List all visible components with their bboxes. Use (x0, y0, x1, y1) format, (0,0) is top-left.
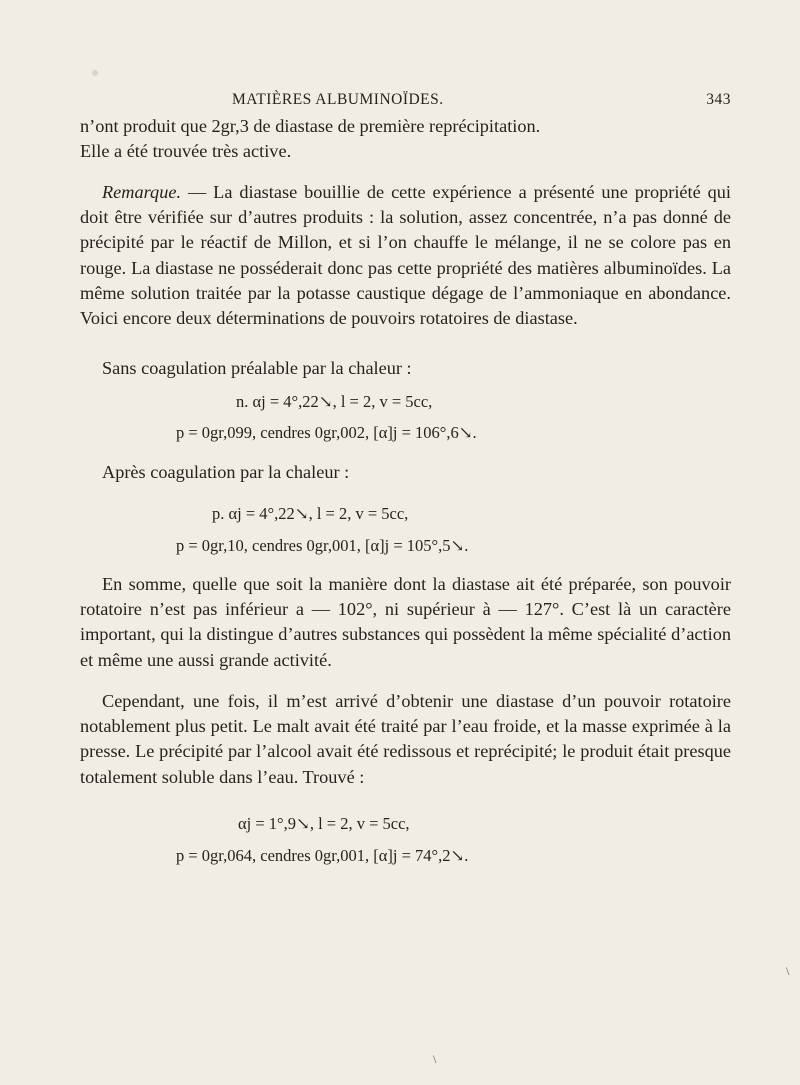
apres-coagulation-text: Après coagulation par la chaleur : (102, 462, 350, 482)
cependant-text: Cependant, une fois, il m’est arrivé d’obtenir une diastase d’un pouvoir rotatoire notablement plus petit. Le malt avait été traité par l’eau froide, et la masse exprimée à la presse. Le précipité par l’alcool avait été redissous et reprécipité; le produit était presque totalement soluble dans l’eau. Trouvé : (80, 691, 731, 787)
paragraph-cependant (80, 689, 731, 790)
formula-3-line-1: αj = 1°,9↘, l = 2, v = 5cc, (238, 814, 410, 833)
paragraph-remarque (80, 180, 731, 331)
paragraph-en-somme (80, 572, 731, 673)
ink-mark: \ (433, 1052, 437, 1066)
formula-3-line-2: p = 0gr,064, cendres 0gr,001, [α]j = 74°,2↘. (176, 846, 469, 865)
paragraph-sans-coagulation (80, 356, 731, 381)
sans-coagulation-text: Sans coagulation préalable par la chaleur : (102, 358, 412, 378)
paragraph-1-line-2: Elle a été trouvée très active. (80, 141, 292, 162)
formula-1-line-1: n. αj = 4°,22↘, l = 2, v = 5cc, (236, 392, 433, 411)
remarque-text: — La diastase bouillie de cette expérience a présenté une propriété qui doit être vérifiée sur d’autres produits : la solution, assez concentrée, n’a pas donné de précipité par le réactif de Millon, et si l’on chauffe le mélange, il ne se colore pas en rouge. La diastase ne posséderait donc pas cette propriété des matières albuminoïdes. La même solution traitée par la potasse caustique dégage de l’ammoniaque en abondance. Voici encore deux déterminations de pouvoirs rotatoires de diastase. (80, 182, 731, 329)
remarque-lead: Remarque. (102, 182, 182, 202)
margin-mark: \ (786, 964, 790, 978)
en-somme-text: En somme, quelle que soit la manière dont la diastase ait été préparée, son pouvoir rotatoire n’est pas inférieur a — 102°, ni supérieur à — 127°. C’est là un caractère important, qui la distingue d’autres substances qui possèdent la même spécialité d’action et même une aussi grande activité. (80, 574, 731, 670)
formula-2-line-2: p = 0gr,10, cendres 0gr,001, [α]j = 105°,5↘. (176, 536, 469, 555)
formula-2-line-1: p. αj = 4°,22↘, l = 2, v = 5cc, (212, 504, 409, 523)
paragraph-apres-coagulation (80, 460, 731, 485)
paragraph-1 (80, 114, 731, 164)
running-title: MATIÈRES ALBUMINOÏDES. (232, 91, 444, 108)
paragraph-1-line-1: n’ont produit que 2gr,3 de diastase de première reprécipitation. (80, 116, 541, 136)
paper-speck (92, 70, 98, 76)
page-number: 343 (706, 91, 731, 108)
formula-1-line-2: p = 0gr,099, cendres 0gr,002, [α]j = 106°,6↘. (176, 423, 477, 442)
